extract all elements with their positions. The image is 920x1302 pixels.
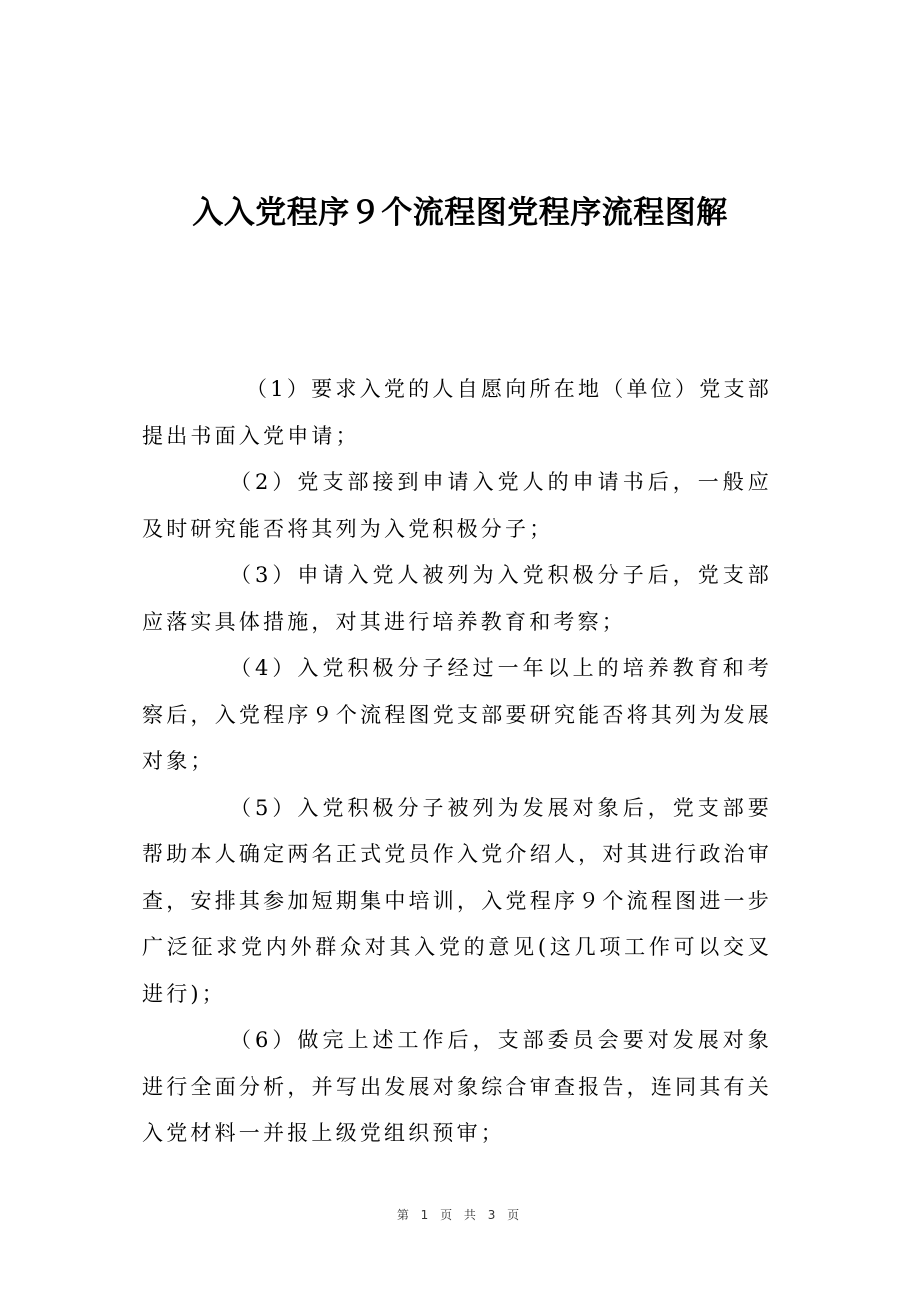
page-number-footer: 第 1 页 共 3 页: [396, 1208, 524, 1222]
document-title: 入入党程序９个流程图党程序流程图解: [192, 195, 728, 231]
paragraph-step-2: （2）党支部接到申请入党人的申请书后，一般应及时研究能否将其列为入党积极分子；: [142, 470, 772, 541]
paragraph-step-4: （4）入党积极分子经过一年以上的培养教育和考察后，入党程序９个流程图党支部要研究能否将其列为发展对象；: [142, 656, 772, 773]
document-body: [142, 366, 772, 1157]
paragraph-step-6: （6）做完上述工作后，支部委员会要对发展对象进行全面分析，并写出发展对象综合审查报告，连同其有关入党材料一并报上级党组织预审；: [142, 1028, 772, 1145]
paragraph-step-5: （5）入党积极分子被列为发展对象后，党支部要帮助本人确定两名正式党员作入党介绍人，对其进行政治审查，安排其参加短期集中培训，入党程序９个流程图进一步广泛征求党内外群众对其入党的意见(这几项工作可以交叉进行)；: [142, 795, 772, 1006]
paragraph-step-1: （1）要求入党的人自愿向所在地（单位）党支部提出书面入党申请；: [142, 377, 772, 448]
paragraph-step-3: （3）申请入党人被列为入党积极分子后，党支部应落实具体措施，对其进行培养教育和考察；: [142, 563, 772, 634]
